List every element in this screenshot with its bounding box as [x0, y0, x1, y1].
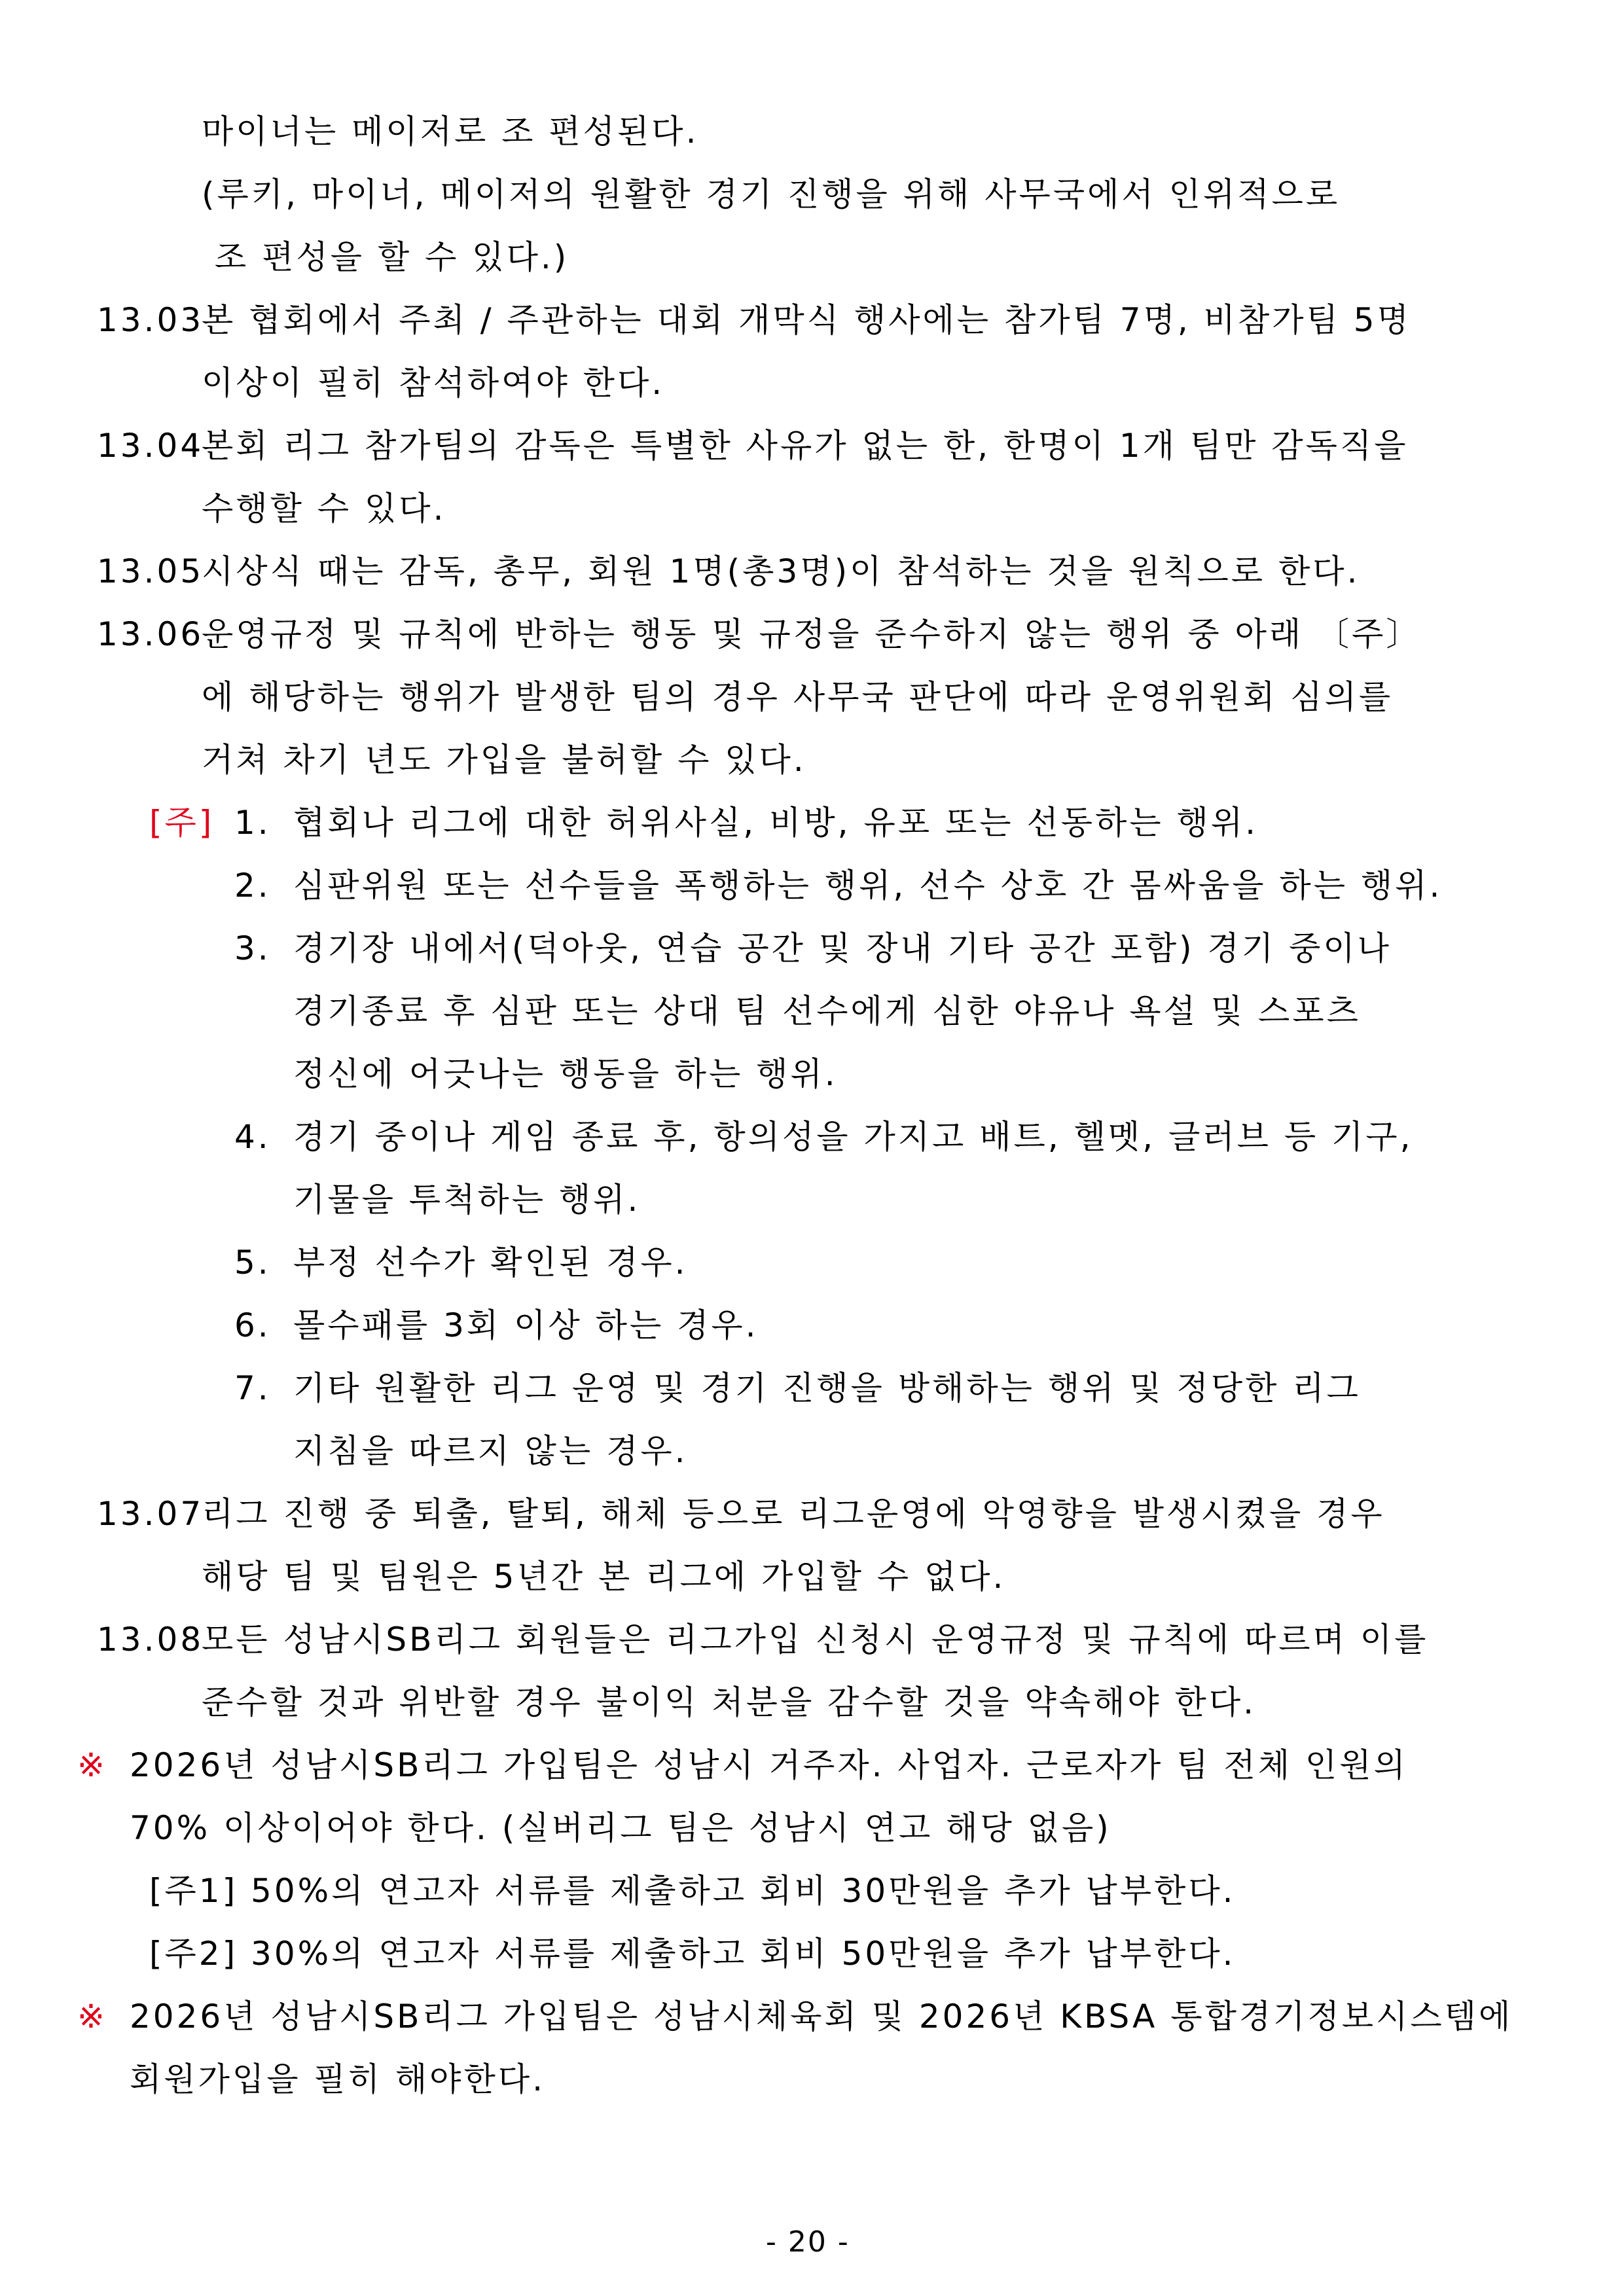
note-item-line: 정신에 어긋나는 행동을 하는 행위.	[293, 1055, 838, 1093]
note-item-number: 7.	[234, 1369, 271, 1407]
article-number: 13.07	[97, 1495, 204, 1533]
article-number: 13.06	[97, 615, 204, 653]
article-line: 본회 리그 참가팀의 감독은 특별한 사유가 없는 한, 한명이 1개 팀만 감독직을	[202, 427, 1409, 465]
note-item-line: 경기장 내에서(덕아웃, 연습 공간 및 장내 기타 공간 포함) 경기 중이나	[293, 929, 1392, 967]
article-line: 수행할 수 있다.	[202, 490, 446, 528]
note-item-line: 부정 선수가 확인된 경우.	[293, 1244, 688, 1282]
notice-sub-line: [주2] 30%의 연고자 서류를 제출하고 회비 50만원을 추가 납부한다.	[149, 1935, 1236, 1973]
article-number: 13.03	[97, 301, 204, 339]
note-item-number: 1.	[234, 804, 271, 842]
notice-sub-line: [주1] 50%의 연고자 서류를 제출하고 회비 30만원을 추가 납부한다.	[149, 1872, 1236, 1910]
article-line: 운영규정 및 규칙에 반하는 행동 및 규정을 준수하지 않는 행위 중 아래 〔주〕	[202, 615, 1422, 653]
article-line: 준수할 것과 위반할 경우 불이익 처분을 감수할 것을 약속해야 한다.	[202, 1683, 1257, 1721]
article-line: 거쳐 차기 년도 가입을 불허할 수 있다.	[202, 741, 806, 779]
continuation-line: (루키, 마이너, 메이저의 원활한 경기 진행을 위해 사무국에서 인위적으로	[202, 175, 1341, 213]
note-item-line: 기물을 투척하는 행위.	[293, 1181, 641, 1219]
notice-line: 2026년 성남시SB리그 가입팀은 성남시 거주자. 사업자. 근로자가 팀 전체 인원의	[130, 1746, 1408, 1784]
note-item-number: 5.	[234, 1244, 271, 1282]
continuation-line: 마이너는 메이저로 조 편성된다.	[202, 113, 699, 151]
note-item-line: 경기종료 후 심판 또는 상대 팀 선수에게 심한 야유나 욕설 및 스포츠	[293, 992, 1361, 1030]
continuation-line: 조 편성을 할 수 있다.)	[202, 238, 569, 276]
note-item-number: 3.	[234, 929, 271, 967]
article-number: 13.05	[97, 552, 204, 590]
article-line: 시상식 때는 감독, 총무, 회원 1명(총3명)이 참석하는 것을 원칙으로 한다.	[202, 552, 1360, 590]
note-item-line: 경기 중이나 게임 종료 후, 항의성을 가지고 배트, 헬멧, 글러브 등 기구,	[293, 1118, 1413, 1156]
notice-line: 70% 이상이어야 한다. (실버리그 팀은 성남시 연고 해당 없음)	[130, 1809, 1111, 1847]
note-item-line: 심판위원 또는 선수들을 폭행하는 행위, 선수 상호 간 몸싸움을 하는 행위.	[293, 867, 1443, 905]
note-item-line: 기타 원활한 리그 운영 및 경기 진행을 방해하는 행위 및 정당한 리그	[293, 1369, 1361, 1407]
note-item-number: 6.	[234, 1306, 271, 1344]
note-item-line: 지침을 따르지 않는 경우.	[293, 1432, 688, 1470]
article-line: 모든 성남시SB리그 회원들은 리그가입 신청시 운영규정 및 규칙에 따르며 이를	[202, 1621, 1429, 1659]
reference-mark-icon: ※	[77, 1746, 107, 1784]
note-item-line: 협회나 리그에 대한 허위사실, 비방, 유포 또는 선동하는 행위.	[293, 804, 1259, 842]
article-line: 해당 팀 및 팀원은 5년간 본 리그에 가입할 수 없다.	[202, 1558, 1006, 1596]
notice-line: 회원가입을 필히 해야한다.	[130, 2060, 545, 2098]
note-marker: [주]	[149, 804, 215, 842]
note-item-line: 몰수패를 3회 이상 하는 경우.	[293, 1306, 759, 1344]
reference-mark-icon: ※	[77, 1998, 107, 2036]
article-number: 13.04	[97, 427, 204, 465]
note-item-number: 4.	[234, 1118, 271, 1156]
article-line: 리그 진행 중 퇴출, 탈퇴, 해체 등으로 리그운영에 악영향을 발생시켰을 경우	[202, 1495, 1385, 1533]
article-line: 본 협회에서 주최 / 주관하는 대회 개막식 행사에는 참가팀 7명, 비참가팀 5명	[202, 301, 1411, 339]
article-line: 이상이 필히 참석하여야 한다.	[202, 364, 665, 402]
notice-line: 2026년 성남시SB리그 가입팀은 성남시체육회 및 2026년 KBSA 통합경기정보시스템에	[130, 1998, 1513, 2036]
article-number: 13.08	[97, 1621, 204, 1659]
note-item-number: 2.	[234, 867, 271, 905]
page-number: - 20 -	[766, 2225, 850, 2259]
article-line: 에 해당하는 행위가 발생한 팀의 경우 사무국 판단에 따라 운영위원회 심의를	[202, 678, 1394, 716]
